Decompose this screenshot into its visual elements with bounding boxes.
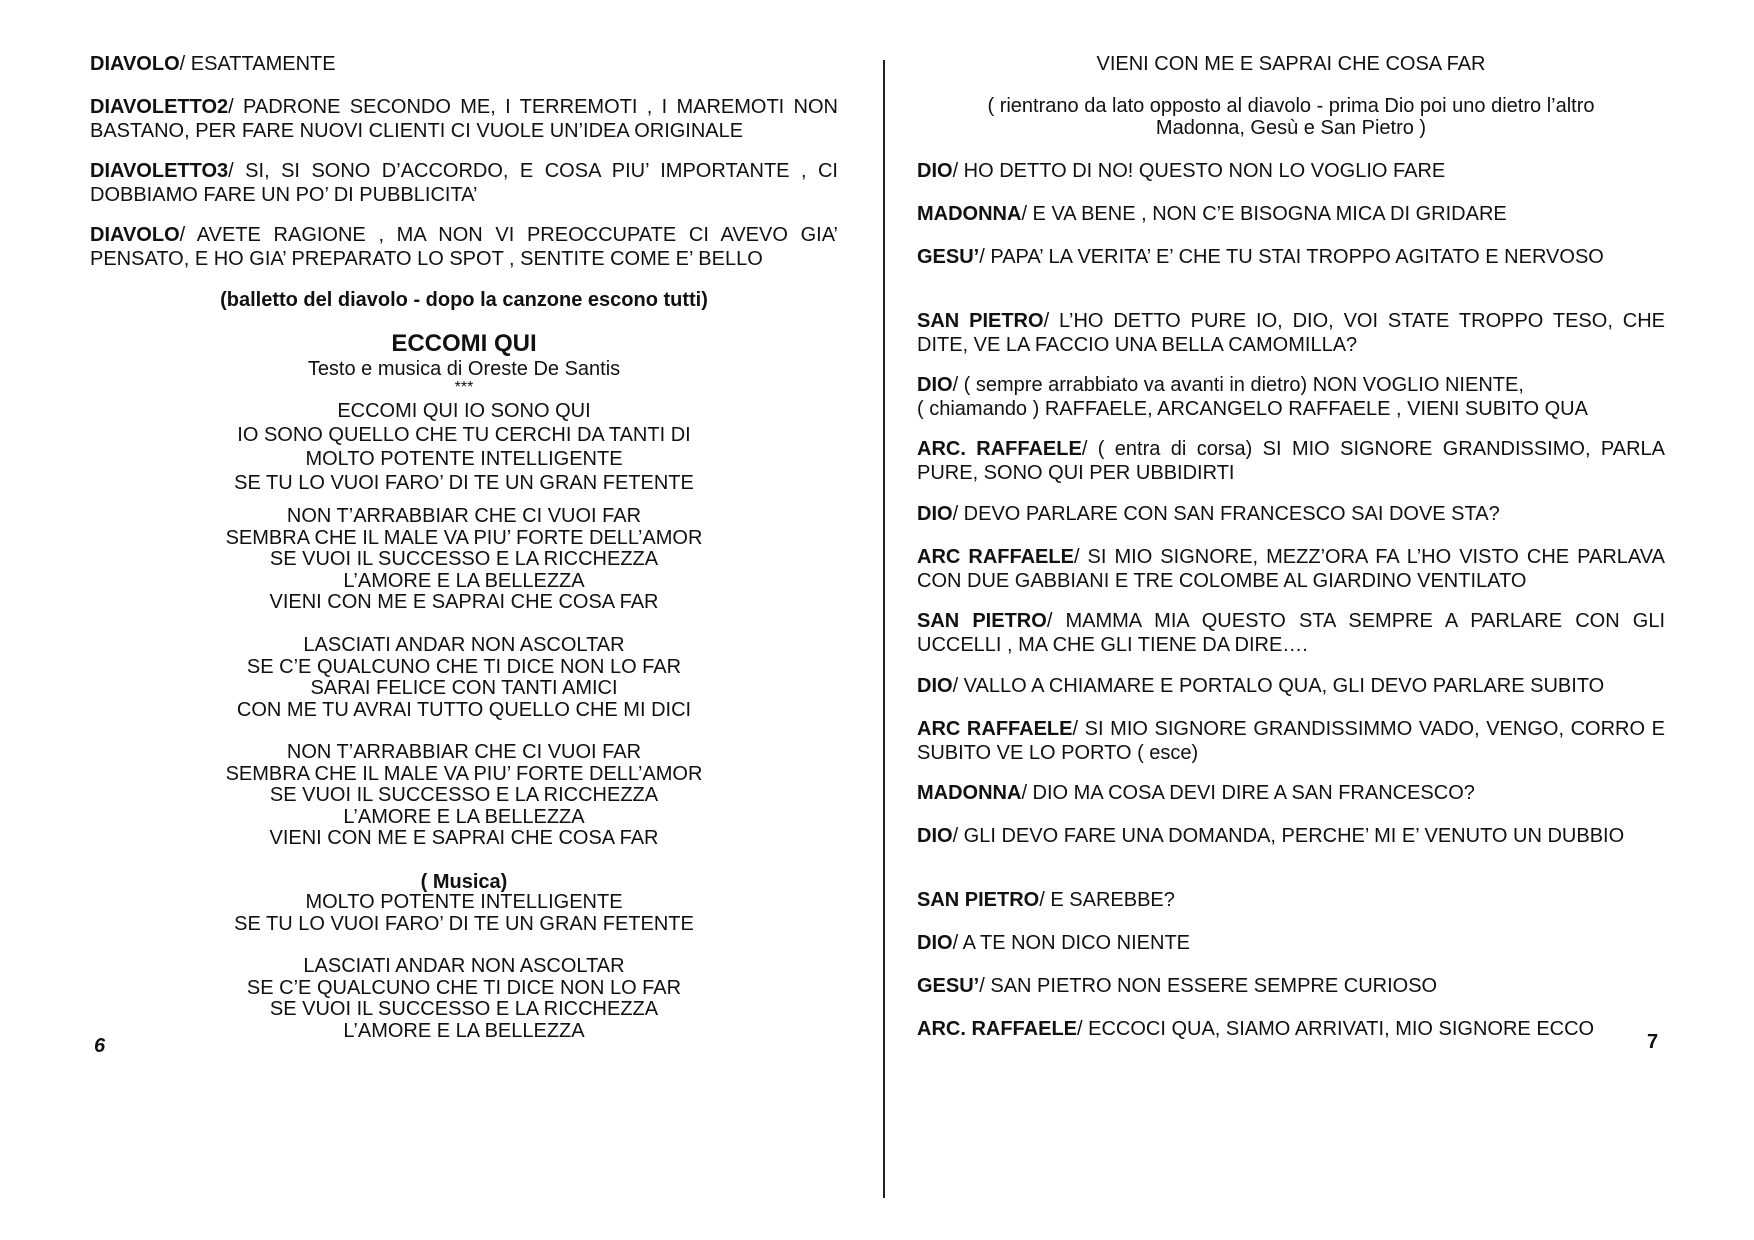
speaker-name: DIO (917, 503, 953, 525)
speaker-name: MADONNA (917, 203, 1022, 225)
lyric-line: L’AMORE E LA BELLEZZA (343, 1019, 585, 1042)
speaker-name: ARC. RAFFAELE (917, 438, 1082, 460)
page-number: 7 (1647, 1031, 1659, 1053)
dialogue-text: / SI MIO SIGNORE GRANDISSIMMO VADO, VENGO, CORRO E SUBITO VE LO PORTO ( esce) (917, 718, 1666, 764)
dialogue-text: / PAPA’ LA VERITA’ E’ CHE TU STAI TROPPO AGITATO E NERVOSO (979, 246, 1604, 268)
dialogue-line (917, 674, 1665, 698)
song-verse (90, 635, 838, 721)
song-verse (90, 892, 838, 935)
song-verse (90, 399, 838, 495)
dialogue-text: / ( sempre arrabbiato va avanti in dietro) NON VOGLIO NIENTE, (952, 374, 1524, 396)
lyric-line: SEMBRA CHE IL MALE VA PIU’ FORTE DELL’AMOR (225, 526, 703, 549)
lyric-line: LASCIATI ANDAR NON ASCOLTAR (303, 634, 625, 656)
speaker-name: ARC RAFFAELE (917, 546, 1074, 568)
dialogue-text: / DEVO PARLARE CON SAN FRANCESCO SAI DOVE STA? (952, 503, 1500, 525)
lyric-line: MOLTO POTENTE INTELLIGENTE (305, 891, 623, 913)
dialogue-text: / PADRONE SECONDO ME, I TERREMOTI , I MAREMOTI NON BASTANO, PER FARE NUOVI CLIENTI CI VUOLE UN’IDEA ORIGINALE (90, 96, 838, 142)
dialogue-line (917, 888, 1665, 912)
dialogue-text: / ( entra di corsa) SI MIO SIGNORE GRANDISSIMO, PARLA PURE, SONO QUI PER UBBIDIRTI (917, 438, 1665, 484)
dialogue-line (917, 781, 1665, 805)
page-divider (883, 60, 885, 1198)
speaker-name: SAN PIETRO (917, 889, 1040, 911)
dialogue-text: / A TE NON DICO NIENTE (952, 932, 1191, 954)
dialogue-line (90, 223, 838, 271)
lyric-line: L’AMORE E LA BELLEZZA (343, 805, 585, 828)
stage-direction-line: ( rientrano da lato opposto al diavolo - prima Dio poi uno dietro l’altro (987, 95, 1595, 117)
dialogue-text: / AVETE RAGIONE , MA NON VI PREOCCUPATE CI AVEVO GIA’ PENSATO, E HO GIA’ PREPARATO LO SPOT , SENTITE COME E’ BELLO (90, 224, 838, 270)
dialogue-text: / E VA BENE , NON C’E BISOGNA MICA DI GRIDARE (1021, 203, 1507, 225)
lyric-line: MOLTO POTENTE INTELLIGENTE (305, 448, 623, 470)
dialogue-line (917, 502, 1665, 526)
dialogue-line (917, 373, 1665, 421)
lyric-line: L’AMORE E LA BELLEZZA (343, 569, 585, 592)
lyric-line: SE C’E QUALCUNO CHE TI DICE NON LO FAR (246, 976, 682, 999)
speaker-name: GESU’ (917, 246, 980, 268)
lyric-line: SE VUOI IL SUCCESSO E LA RICCHEZZA (269, 548, 659, 570)
speaker-name: DIO (917, 932, 953, 954)
music-label: ( Musica) (420, 871, 508, 893)
dialogue-text: / SI, SI SONO D’ACCORDO, E COSA PIU’ IMPORTANTE , CI DOBBIAMO FARE UN PO’ DI PUBBLICITA’ (90, 160, 838, 206)
dialogue-line (917, 245, 1665, 269)
dialogue-text: / HO DETTO DI NO! QUESTO NON LO VOGLIO FARE (952, 160, 1446, 182)
speaker-name: ARC. RAFFAELE (917, 1018, 1077, 1040)
speaker-name: SAN PIETRO (917, 610, 1047, 632)
dialogue-line (917, 609, 1665, 657)
lyric-line: SE TU LO VUOI FARO’ DI TE UN GRAN FETENTE (234, 912, 694, 935)
lyric-line: CON ME TU AVRAI TUTTO QUELLO CHE MI DICI (236, 698, 692, 721)
dialogue-line (917, 1017, 1665, 1041)
stage-direction (917, 95, 1665, 139)
song-verse (90, 742, 838, 850)
speaker-name: GESU’ (917, 975, 980, 997)
lyric-line: SE VUOI IL SUCCESSO E LA RICCHEZZA (269, 784, 659, 806)
dialogue-text: / ESATTAMENTE (179, 53, 336, 75)
dialogue-text: / MAMMA MIA QUESTO STA SEMPRE A PARLARE CON GLI UCCELLI , MA CHE GLI TIENE DA DIRE…. (917, 610, 1665, 656)
dialogue-line (90, 52, 838, 76)
dialogue-line (917, 931, 1665, 955)
lyric-line: SARAI FELICE CON TANTI AMICI (310, 677, 618, 699)
lyric-line: NON T’ARRABBIAR CHE CI VUOI FAR (286, 505, 642, 527)
lyric-line: SE C’E QUALCUNO CHE TI DICE NON LO FAR (246, 655, 682, 678)
song-title: ECCOMI QUI (391, 330, 537, 357)
speaker-name: DIAVOLETTO3 (90, 160, 229, 182)
lyric-line: SE VUOI IL SUCCESSO E LA RICCHEZZA (269, 998, 659, 1020)
right-page (917, 0, 1665, 1240)
lyric-line: SE TU LO VUOI FARO’ DI TE UN GRAN FETENTE (234, 472, 694, 494)
song-separator: *** (454, 379, 474, 396)
dialogue-line (90, 159, 838, 207)
dialogue-line (917, 545, 1665, 593)
dialogue-text: / SAN PIETRO NON ESSERE SEMPRE CURIOSO (979, 975, 1438, 997)
lyric-line: VIENI CON ME E SAPRAI CHE COSA FAR (269, 591, 659, 613)
speaker-name: DIO (917, 825, 953, 847)
dialogue-text: / VALLO A CHIAMARE E PORTALO QUA, GLI DEVO PARLARE SUBITO (952, 675, 1605, 697)
dialogue-text: / DIO MA COSA DEVI DIRE A SAN FRANCESCO? (1021, 782, 1475, 804)
speaker-name: DIO (917, 160, 953, 182)
lyric-line: NON T’ARRABBIAR CHE CI VUOI FAR (286, 741, 642, 763)
dialogue-text: / L’HO DETTO PURE IO, DIO, VOI STATE TROPPO TESO, CHE DITE, VE LA FACCIO UNA BELLA CAMOMILLA? (917, 310, 1665, 356)
lyric-line: VIENI CON ME E SAPRAI CHE COSA FAR (1096, 53, 1486, 75)
dialogue-line (917, 202, 1665, 226)
lyric-line: SEMBRA CHE IL MALE VA PIU’ FORTE DELL’AMOR (225, 762, 703, 785)
lyric-line: IO SONO QUELLO CHE TU CERCHI DA TANTI DI (237, 424, 691, 446)
lyric-line: VIENI CON ME E SAPRAI CHE COSA FAR (269, 827, 659, 849)
speaker-name: DIAVOLO (90, 224, 180, 246)
song-credit: Testo e musica di Oreste De Santis (307, 358, 621, 380)
dialogue-line (917, 824, 1665, 848)
dialogue-line (917, 717, 1665, 765)
dialogue-line (917, 309, 1665, 357)
song-verse (90, 506, 838, 614)
dialogue-text: / E SAREBBE? (1039, 889, 1175, 911)
dialogue-line (917, 437, 1665, 485)
speaker-name: ARC RAFFAELE (917, 718, 1073, 740)
dialogue-text: / ECCOCI QUA, SIAMO ARRIVATI, MIO SIGNORE ECCO (1077, 1018, 1595, 1040)
dialogue-line (90, 95, 838, 143)
speaker-name: MADONNA (917, 782, 1022, 804)
dialogue-line (917, 974, 1665, 998)
lyric-line: ECCOMI QUI IO SONO QUI (337, 400, 591, 422)
page-number: 6 (94, 1035, 106, 1057)
left-page (90, 0, 838, 1240)
dialogue-text: / GLI DEVO FARE UNA DOMANDA, PERCHE’ MI E’ VENUTO UN DUBBIO (952, 825, 1625, 847)
dialogue-line (917, 159, 1665, 183)
lyric-line: LASCIATI ANDAR NON ASCOLTAR (303, 955, 625, 977)
speaker-name: DIO (917, 374, 953, 396)
speaker-name: DIO (917, 675, 953, 697)
stage-direction: (balletto del diavolo - dopo la canzone escono tutti) (220, 289, 708, 311)
song-verse (90, 956, 838, 1042)
stage-direction-line: Madonna, Gesù e San Pietro ) (1155, 117, 1427, 139)
speaker-name: DIAVOLO (90, 53, 180, 75)
dialogue-text: / SI MIO SIGNORE, MEZZ’ORA FA L’HO VISTO CHE PARLAVA CON DUE GABBIANI E TRE COLOMBE AL GIARDINO VENTILATO (917, 546, 1665, 592)
dialogue-text: ( chiamando ) RAFFAELE, ARCANGELO RAFFAELE , VIENI SUBITO QUA (917, 398, 1588, 420)
speaker-name: DIAVOLETTO2 (90, 96, 229, 118)
speaker-name: SAN PIETRO (917, 310, 1044, 332)
